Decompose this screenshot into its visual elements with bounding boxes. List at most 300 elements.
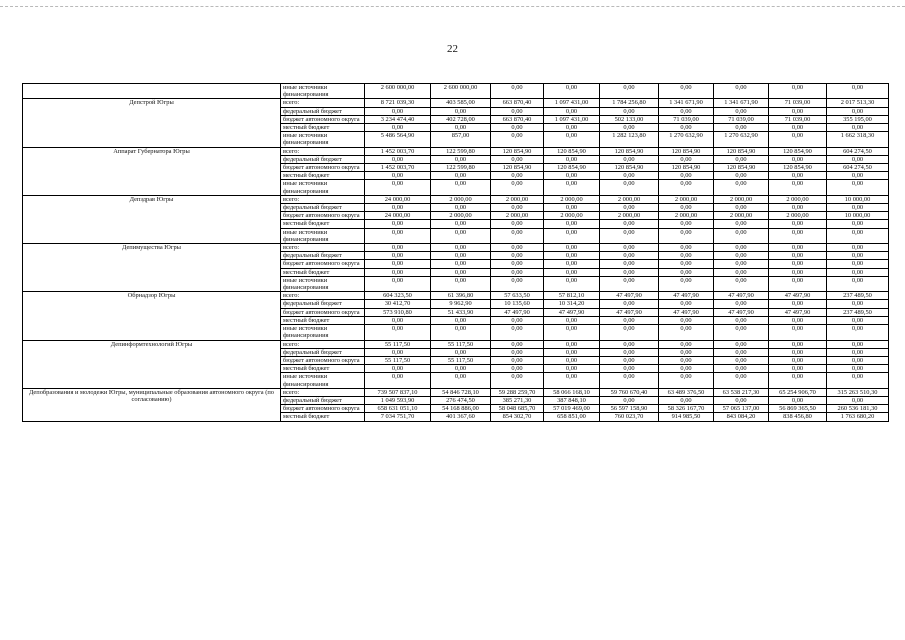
amount-cell: 387 848,10 xyxy=(544,396,600,404)
amount-cell: 0,00 xyxy=(544,373,600,388)
amount-cell: 0,00 xyxy=(714,220,769,228)
amount-cell: 0,00 xyxy=(714,373,769,388)
amount-cell: 0,00 xyxy=(769,348,827,356)
amount-cell: 0,00 xyxy=(600,325,659,340)
amount-cell: 1 452 003,70 xyxy=(365,164,431,172)
amount-cell: 54 846 728,10 xyxy=(431,388,491,396)
amount-cell: 0,00 xyxy=(827,268,889,276)
amount-cell: 0,00 xyxy=(769,356,827,364)
amount-cell: 502 133,00 xyxy=(600,115,659,123)
amount-cell: 0,00 xyxy=(491,316,544,324)
amount-cell: 1 662 318,30 xyxy=(827,132,889,147)
amount-cell: 120 854,90 xyxy=(491,164,544,172)
amount-cell: 7 034 751,70 xyxy=(365,413,431,421)
organization-cell: Депстрой Югры xyxy=(23,99,281,147)
amount-cell: 0,00 xyxy=(827,172,889,180)
amount-cell: 0,00 xyxy=(769,300,827,308)
amount-cell: 0,00 xyxy=(714,260,769,268)
amount-cell: 0,00 xyxy=(827,180,889,195)
amount-cell: 0,00 xyxy=(544,228,600,243)
amount-cell: 914 985,50 xyxy=(659,413,714,421)
amount-cell: 0,00 xyxy=(659,155,714,163)
amount-cell: 0,00 xyxy=(431,204,491,212)
funding-source-cell: иные источники финансирования xyxy=(281,84,365,99)
amount-cell: 838 456,80 xyxy=(769,413,827,421)
amount-cell: 0,00 xyxy=(431,260,491,268)
amount-cell: 0,00 xyxy=(714,325,769,340)
amount-cell: 0,00 xyxy=(431,316,491,324)
amount-cell: 0,00 xyxy=(714,348,769,356)
amount-cell: 2 000,00 xyxy=(600,195,659,203)
amount-cell: 0,00 xyxy=(600,84,659,99)
amount-cell: 47 497,90 xyxy=(714,308,769,316)
amount-cell: 0,00 xyxy=(659,348,714,356)
amount-cell: 63 489 376,50 xyxy=(659,388,714,396)
amount-cell: 0,00 xyxy=(365,124,431,132)
amount-cell: 0,00 xyxy=(544,84,600,99)
amount-cell: 0,00 xyxy=(365,268,431,276)
amount-cell: 663 870,40 xyxy=(491,99,544,107)
organization-cell: Депздрав Югры xyxy=(23,195,281,243)
amount-cell: 0,00 xyxy=(769,325,827,340)
amount-cell: 57 812,10 xyxy=(544,292,600,300)
amount-cell: 0,00 xyxy=(714,276,769,291)
amount-cell: 0,00 xyxy=(544,204,600,212)
amount-cell: 1 784 256,80 xyxy=(600,99,659,107)
amount-cell: 0,00 xyxy=(544,172,600,180)
amount-cell: 2 000,00 xyxy=(491,212,544,220)
amount-cell: 0,00 xyxy=(365,204,431,212)
funding-source-cell: федеральный бюджет xyxy=(281,396,365,404)
funding-source-cell: всего: xyxy=(281,99,365,107)
amount-cell: 0,00 xyxy=(365,348,431,356)
amount-cell: 10 000,00 xyxy=(827,212,889,220)
amount-cell: 0,00 xyxy=(544,260,600,268)
amount-cell: 0,00 xyxy=(600,155,659,163)
amount-cell: 54 168 886,00 xyxy=(431,405,491,413)
amount-cell: 2 000,00 xyxy=(659,212,714,220)
amount-cell: 0,00 xyxy=(431,373,491,388)
amount-cell: 1 270 632,90 xyxy=(714,132,769,147)
amount-cell: 0,00 xyxy=(544,276,600,291)
table-row xyxy=(23,340,889,348)
amount-cell: 0,00 xyxy=(769,316,827,324)
amount-cell: 0,00 xyxy=(659,84,714,99)
funding-source-cell: иные источники финансирования xyxy=(281,132,365,147)
amount-cell: 0,00 xyxy=(431,244,491,252)
amount-cell: 2 000,00 xyxy=(769,212,827,220)
table-row xyxy=(23,84,889,99)
amount-cell: 9 962,90 xyxy=(431,300,491,308)
amount-cell: 0,00 xyxy=(431,325,491,340)
amount-cell: 55 117,50 xyxy=(365,340,431,348)
amount-cell: 0,00 xyxy=(365,228,431,243)
amount-cell: 47 497,90 xyxy=(491,308,544,316)
funding-source-cell: бюджет автономного округа xyxy=(281,260,365,268)
amount-cell: 0,00 xyxy=(431,172,491,180)
funding-source-cell: бюджет автономного округа xyxy=(281,164,365,172)
amount-cell: 51 433,90 xyxy=(431,308,491,316)
amount-cell: 0,00 xyxy=(491,365,544,373)
amount-cell: 0,00 xyxy=(544,124,600,132)
amount-cell: 0,00 xyxy=(659,365,714,373)
amount-cell: 0,00 xyxy=(600,396,659,404)
amount-cell: 0,00 xyxy=(600,340,659,348)
amount-cell: 573 910,80 xyxy=(365,308,431,316)
amount-cell: 0,00 xyxy=(491,204,544,212)
amount-cell: 0,00 xyxy=(827,204,889,212)
amount-cell: 854 302,70 xyxy=(491,413,544,421)
page-number: 22 xyxy=(447,43,458,55)
amount-cell: 0,00 xyxy=(827,124,889,132)
amount-cell: 0,00 xyxy=(714,107,769,115)
amount-cell: 355 195,00 xyxy=(827,115,889,123)
amount-cell: 0,00 xyxy=(714,124,769,132)
amount-cell: 0,00 xyxy=(365,172,431,180)
amount-cell: 0,00 xyxy=(491,276,544,291)
amount-cell: 0,00 xyxy=(827,155,889,163)
amount-cell: 0,00 xyxy=(544,155,600,163)
amount-cell: 1 763 680,20 xyxy=(827,413,889,421)
amount-cell: 59 288 259,70 xyxy=(491,388,544,396)
amount-cell: 0,00 xyxy=(544,220,600,228)
funding-source-cell: местный бюджет xyxy=(281,124,365,132)
amount-cell: 2 000,00 xyxy=(544,212,600,220)
amount-cell: 0,00 xyxy=(714,172,769,180)
amount-cell: 0,00 xyxy=(431,220,491,228)
funding-source-cell: иные источники финансирования xyxy=(281,276,365,291)
amount-cell: 0,00 xyxy=(714,356,769,364)
amount-cell: 1 341 671,90 xyxy=(714,99,769,107)
amount-cell: 0,00 xyxy=(714,84,769,99)
amount-cell: 120 854,90 xyxy=(600,164,659,172)
amount-cell: 0,00 xyxy=(769,276,827,291)
amount-cell: 0,00 xyxy=(659,340,714,348)
funding-source-cell: федеральный бюджет xyxy=(281,348,365,356)
amount-cell: 58 066 168,10 xyxy=(544,388,600,396)
amount-cell: 0,00 xyxy=(659,228,714,243)
amount-cell: 0,00 xyxy=(600,276,659,291)
amount-cell: 0,00 xyxy=(659,107,714,115)
amount-cell: 604 323,50 xyxy=(365,292,431,300)
amount-cell: 3 234 474,40 xyxy=(365,115,431,123)
amount-cell: 8 721 039,30 xyxy=(365,99,431,107)
amount-cell: 0,00 xyxy=(600,260,659,268)
amount-cell: 0,00 xyxy=(827,365,889,373)
amount-cell: 10 314,20 xyxy=(544,300,600,308)
amount-cell: 122 599,80 xyxy=(431,147,491,155)
amount-cell: 0,00 xyxy=(769,252,827,260)
funding-source-cell: бюджет автономного округа xyxy=(281,308,365,316)
amount-cell: 2 000,00 xyxy=(544,195,600,203)
amount-cell: 0,00 xyxy=(769,396,827,404)
funding-source-cell: местный бюджет xyxy=(281,268,365,276)
amount-cell: 0,00 xyxy=(491,155,544,163)
organization-cell: Депинформтехнологий Югры xyxy=(23,340,281,388)
amount-cell: 2 017 513,30 xyxy=(827,99,889,107)
amount-cell: 2 600 000,00 xyxy=(365,84,431,99)
organization-cell: Депобразования и молодежи Югры, муниципальные образования автономного округа (по согласованию) xyxy=(23,388,281,421)
amount-cell: 0,00 xyxy=(600,348,659,356)
funding-source-cell: иные источники финансирования xyxy=(281,180,365,195)
amount-cell: 0,00 xyxy=(365,107,431,115)
funding-source-cell: федеральный бюджет xyxy=(281,204,365,212)
amount-cell: 0,00 xyxy=(365,252,431,260)
amount-cell: 0,00 xyxy=(491,325,544,340)
amount-cell: 0,00 xyxy=(491,180,544,195)
amount-cell: 0,00 xyxy=(431,180,491,195)
amount-cell: 0,00 xyxy=(659,276,714,291)
amount-cell: 402 728,00 xyxy=(431,115,491,123)
amount-cell: 0,00 xyxy=(827,260,889,268)
amount-cell: 120 854,90 xyxy=(544,164,600,172)
amount-cell: 0,00 xyxy=(659,325,714,340)
amount-cell: 0,00 xyxy=(491,132,544,147)
amount-cell: 0,00 xyxy=(714,180,769,195)
amount-cell: 0,00 xyxy=(827,325,889,340)
amount-cell: 0,00 xyxy=(659,180,714,195)
amount-cell: 0,00 xyxy=(714,316,769,324)
organization-cell: Депимущества Югры xyxy=(23,244,281,292)
amount-cell: 0,00 xyxy=(769,84,827,99)
amount-cell: 0,00 xyxy=(659,260,714,268)
amount-cell: 0,00 xyxy=(491,172,544,180)
amount-cell: 0,00 xyxy=(431,276,491,291)
amount-cell: 403 585,00 xyxy=(431,99,491,107)
amount-cell: 1 097 431,00 xyxy=(544,99,600,107)
funding-source-cell: бюджет автономного округа xyxy=(281,405,365,413)
amount-cell: 120 854,90 xyxy=(769,147,827,155)
funding-source-cell: бюджет автономного округа xyxy=(281,212,365,220)
amount-cell: 0,00 xyxy=(431,228,491,243)
amount-cell: 58 048 685,70 xyxy=(491,405,544,413)
amount-cell: 0,00 xyxy=(827,220,889,228)
amount-cell: 47 497,90 xyxy=(659,292,714,300)
amount-cell: 0,00 xyxy=(491,340,544,348)
amount-cell: 0,00 xyxy=(659,268,714,276)
amount-cell: 0,00 xyxy=(365,260,431,268)
amount-cell: 260 536 181,30 xyxy=(827,405,889,413)
amount-cell: 2 000,00 xyxy=(659,195,714,203)
amount-cell: 0,00 xyxy=(491,220,544,228)
amount-cell: 0,00 xyxy=(769,204,827,212)
amount-cell: 0,00 xyxy=(769,244,827,252)
amount-cell: 58 326 167,70 xyxy=(659,405,714,413)
amount-cell: 276 474,50 xyxy=(431,396,491,404)
amount-cell: 0,00 xyxy=(600,373,659,388)
funding-source-cell: всего: xyxy=(281,195,365,203)
amount-cell: 1 282 123,80 xyxy=(600,132,659,147)
amount-cell: 55 117,50 xyxy=(431,340,491,348)
amount-cell: 65 254 906,70 xyxy=(769,388,827,396)
amount-cell: 24 000,00 xyxy=(365,195,431,203)
amount-cell: 120 854,90 xyxy=(714,164,769,172)
amount-cell: 0,00 xyxy=(827,107,889,115)
amount-cell: 1 452 003,70 xyxy=(365,147,431,155)
amount-cell: 1 270 632,90 xyxy=(659,132,714,147)
amount-cell: 0,00 xyxy=(365,220,431,228)
amount-cell: 0,00 xyxy=(714,252,769,260)
amount-cell: 0,00 xyxy=(659,300,714,308)
funding-source-cell: иные источники финансирования xyxy=(281,325,365,340)
amount-cell: 0,00 xyxy=(827,373,889,388)
amount-cell: 0,00 xyxy=(491,84,544,99)
amount-cell: 0,00 xyxy=(431,252,491,260)
table-row xyxy=(23,388,889,396)
amount-cell: 0,00 xyxy=(714,244,769,252)
amount-cell: 24 000,00 xyxy=(365,212,431,220)
amount-cell: 0,00 xyxy=(659,373,714,388)
amount-cell: 122 599,80 xyxy=(431,164,491,172)
funding-source-cell: иные источники финансирования xyxy=(281,228,365,243)
amount-cell: 0,00 xyxy=(659,356,714,364)
amount-cell: 0,00 xyxy=(714,396,769,404)
funding-source-cell: бюджет автономного округа xyxy=(281,356,365,364)
amount-cell: 71 039,00 xyxy=(659,115,714,123)
amount-cell: 0,00 xyxy=(659,124,714,132)
amount-cell: 0,00 xyxy=(365,316,431,324)
amount-cell: 1 049 593,90 xyxy=(365,396,431,404)
amount-cell: 0,00 xyxy=(659,172,714,180)
amount-cell: 1 097 431,00 xyxy=(544,115,600,123)
organization-cell: Обрнадзор Югры xyxy=(23,292,281,340)
amount-cell: 0,00 xyxy=(769,107,827,115)
amount-cell: 120 854,90 xyxy=(659,147,714,155)
amount-cell: 237 489,50 xyxy=(827,292,889,300)
table-row xyxy=(23,147,889,155)
amount-cell: 0,00 xyxy=(600,365,659,373)
amount-cell: 658 851,00 xyxy=(544,413,600,421)
amount-cell: 0,00 xyxy=(714,204,769,212)
amount-cell: 0,00 xyxy=(491,373,544,388)
amount-cell: 0,00 xyxy=(769,365,827,373)
amount-cell: 0,00 xyxy=(659,244,714,252)
amount-cell: 0,00 xyxy=(600,220,659,228)
amount-cell: 0,00 xyxy=(714,340,769,348)
amount-cell: 0,00 xyxy=(659,396,714,404)
funding-source-cell: бюджет автономного округа xyxy=(281,115,365,123)
amount-cell: 0,00 xyxy=(544,365,600,373)
amount-cell: 658 631 051,10 xyxy=(365,405,431,413)
amount-cell: 0,00 xyxy=(544,316,600,324)
amount-cell: 0,00 xyxy=(365,365,431,373)
amount-cell: 63 538 217,30 xyxy=(714,388,769,396)
budget-table xyxy=(22,83,889,422)
amount-cell: 0,00 xyxy=(714,155,769,163)
amount-cell: 843 084,20 xyxy=(714,413,769,421)
amount-cell: 0,00 xyxy=(365,155,431,163)
amount-cell: 2 000,00 xyxy=(600,212,659,220)
amount-cell: 0,00 xyxy=(600,180,659,195)
amount-cell: 0,00 xyxy=(659,252,714,260)
funding-source-cell: местный бюджет xyxy=(281,172,365,180)
funding-source-cell: всего: xyxy=(281,340,365,348)
amount-cell: 0,00 xyxy=(491,268,544,276)
amount-cell: 0,00 xyxy=(769,268,827,276)
amount-cell: 0,00 xyxy=(600,244,659,252)
amount-cell: 30 412,70 xyxy=(365,300,431,308)
amount-cell: 2 000,00 xyxy=(769,195,827,203)
amount-cell: 0,00 xyxy=(769,180,827,195)
scan-top-border xyxy=(0,6,905,7)
amount-cell: 0,00 xyxy=(431,155,491,163)
table-row xyxy=(23,195,889,203)
amount-cell: 0,00 xyxy=(431,268,491,276)
amount-cell: 237 489,50 xyxy=(827,308,889,316)
amount-cell: 47 497,90 xyxy=(659,308,714,316)
amount-cell: 0,00 xyxy=(769,155,827,163)
amount-cell: 0,00 xyxy=(769,124,827,132)
funding-source-cell: всего: xyxy=(281,147,365,155)
amount-cell: 0,00 xyxy=(600,252,659,260)
funding-source-cell: федеральный бюджет xyxy=(281,300,365,308)
amount-cell: 0,00 xyxy=(544,244,600,252)
funding-source-cell: местный бюджет xyxy=(281,220,365,228)
table-row xyxy=(23,292,889,300)
amount-cell: 0,00 xyxy=(491,356,544,364)
amount-cell: 2 000,00 xyxy=(431,212,491,220)
amount-cell: 0,00 xyxy=(827,356,889,364)
amount-cell: 47 497,90 xyxy=(600,292,659,300)
amount-cell: 0,00 xyxy=(659,316,714,324)
amount-cell: 0,00 xyxy=(769,228,827,243)
amount-cell: 0,00 xyxy=(365,325,431,340)
amount-cell: 0,00 xyxy=(431,107,491,115)
amount-cell: 0,00 xyxy=(491,107,544,115)
amount-cell: 315 263 510,30 xyxy=(827,388,889,396)
amount-cell: 2 000,00 xyxy=(431,195,491,203)
funding-source-cell: иные источники финансирования xyxy=(281,373,365,388)
amount-cell: 0,00 xyxy=(491,244,544,252)
amount-cell: 120 854,90 xyxy=(714,147,769,155)
amount-cell: 0,00 xyxy=(714,268,769,276)
amount-cell: 59 760 670,40 xyxy=(600,388,659,396)
funding-source-cell: федеральный бюджет xyxy=(281,252,365,260)
amount-cell: 120 854,90 xyxy=(491,147,544,155)
amount-cell: 0,00 xyxy=(544,340,600,348)
amount-cell: 55 117,50 xyxy=(365,356,431,364)
amount-cell: 0,00 xyxy=(544,107,600,115)
amount-cell: 0,00 xyxy=(600,107,659,115)
amount-cell: 2 000,00 xyxy=(714,195,769,203)
amount-cell: 47 497,90 xyxy=(600,308,659,316)
amount-cell: 0,00 xyxy=(491,260,544,268)
amount-cell: 0,00 xyxy=(491,252,544,260)
amount-cell: 0,00 xyxy=(365,373,431,388)
funding-source-cell: федеральный бюджет xyxy=(281,107,365,115)
funding-source-cell: местный бюджет xyxy=(281,316,365,324)
amount-cell: 2 000,00 xyxy=(491,195,544,203)
amount-cell: 0,00 xyxy=(600,268,659,276)
amount-cell: 0,00 xyxy=(769,373,827,388)
amount-cell: 120 854,90 xyxy=(544,147,600,155)
amount-cell: 0,00 xyxy=(827,396,889,404)
amount-cell: 71 039,00 xyxy=(769,115,827,123)
amount-cell: 0,00 xyxy=(544,348,600,356)
amount-cell: 120 854,90 xyxy=(769,164,827,172)
amount-cell: 56 869 365,50 xyxy=(769,405,827,413)
funding-source-cell: местный бюджет xyxy=(281,365,365,373)
amount-cell: 0,00 xyxy=(827,244,889,252)
amount-cell: 0,00 xyxy=(769,340,827,348)
table-row xyxy=(23,99,889,107)
amount-cell: 739 507 837,10 xyxy=(365,388,431,396)
amount-cell: 47 497,90 xyxy=(769,308,827,316)
amount-cell: 0,00 xyxy=(365,180,431,195)
amount-cell: 0,00 xyxy=(544,325,600,340)
amount-cell: 47 497,90 xyxy=(544,308,600,316)
amount-cell: 0,00 xyxy=(544,180,600,195)
